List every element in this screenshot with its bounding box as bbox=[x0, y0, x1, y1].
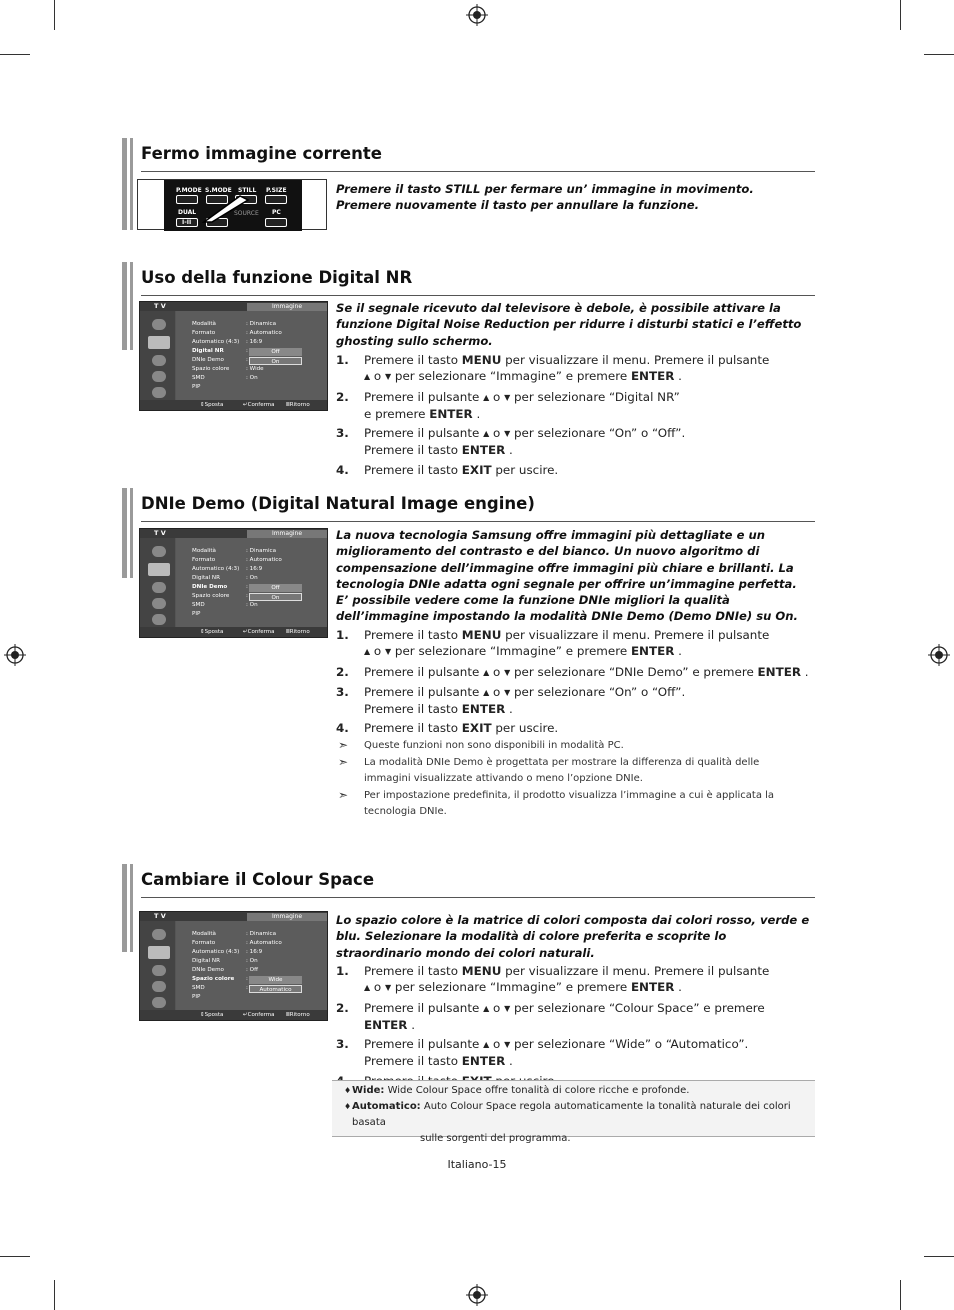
remote-button bbox=[176, 195, 198, 204]
section-header bbox=[122, 138, 815, 172]
crop-mark bbox=[54, 0, 55, 30]
section-title: Fermo immagine corrente bbox=[141, 144, 382, 163]
crop-mark bbox=[924, 1256, 954, 1257]
note-arrow-icon: ➣ bbox=[338, 788, 349, 802]
osd-menu-screen: T V Immagine Modalità : Dinamica Formato : Automatico Automatico (4:3) : 16:9 Digital NR : On DNIe Demo : Off Spazio colore : SMD : PIP Wide Automatico ⇕ Sposta ↵ Conferma Ⅲ Ritorno bbox=[139, 911, 328, 1021]
osd-channel-icon bbox=[152, 371, 166, 382]
osd-menu-screen: T V Immagine Modalità : Dinamica Formato : Automatico Automatico (4:3) : 16:9 Digital NR : On DNIe Demo : Spazio colore : SMD : On PIP Off On ⇕ Sposta ↵ Conferma Ⅲ Ritorno bbox=[139, 528, 328, 638]
diamond-bullet-icon: ♦ bbox=[344, 1102, 352, 1111]
down-arrow-icon: ▼ bbox=[504, 1003, 511, 1013]
up-arrow-icon: ▲ bbox=[483, 1040, 490, 1050]
section-title: DNIe Demo (Digital Natural Image engine) bbox=[141, 494, 535, 513]
remote-label: PC bbox=[272, 209, 281, 216]
osd-picture-icon bbox=[148, 563, 170, 576]
steps-list bbox=[336, 963, 811, 1092]
osd-tab: Immagine bbox=[247, 303, 327, 311]
up-arrow-icon: ▲ bbox=[483, 392, 490, 402]
step-item: 2. Premere il pulsante ▲ o ▼ per selezionare “DNIe Demo” e premere ENTER . bbox=[336, 664, 809, 679]
osd-setup-icon bbox=[152, 387, 166, 398]
step-item: 1. Premere il tasto MENU per visualizzare il menu. Premere il pulsante ▲ o ▼ per selezionare “Immagine” e premere ENTER . bbox=[336, 628, 770, 659]
registration-mark-icon bbox=[4, 644, 26, 666]
remote-label: P.SIZE bbox=[266, 187, 287, 194]
osd-footer: ⇕ Sposta ↵ Conferma Ⅲ Ritorno bbox=[140, 1010, 327, 1020]
osd-sound-icon bbox=[152, 965, 166, 976]
remote-button bbox=[265, 218, 287, 227]
down-arrow-icon: ▼ bbox=[504, 1040, 511, 1050]
step-item: 3. Premere il pulsante ▲ o ▼ per selezionare “On” o “Off”. Premere il tasto ENTER . bbox=[336, 426, 686, 458]
registration-mark-icon bbox=[928, 644, 950, 666]
step-item: 1. Premere il tasto MENU per visualizzare il menu. Premere il pulsante ▲ o ▼ per selezionare “Immagine” e premere ENTER . bbox=[336, 353, 770, 384]
crop-mark bbox=[0, 1256, 30, 1257]
note-item: ➣ La modalità DNIe Demo è progettata per mostrare la differenza di qualità delle immagini visualizzate attivando o meno l’opzione DNIe. bbox=[338, 755, 760, 784]
osd-option-wide: Wide bbox=[249, 976, 302, 984]
down-arrow-icon: ▼ bbox=[385, 983, 392, 993]
step-item: 1. Premere il tasto MENU per visualizzare il menu. Premere il pulsante ▲ o ▼ per selezionare “Immagine” e premere ENTER . bbox=[336, 964, 770, 995]
page-number: Italiano-15 bbox=[447, 1158, 507, 1171]
diamond-bullet-icon: ♦ bbox=[344, 1086, 352, 1095]
crop-mark bbox=[900, 0, 901, 30]
note-item: ➣ Queste funzioni non sono disponibili in modalità PC. bbox=[338, 738, 624, 752]
osd-tab: Immagine bbox=[247, 530, 327, 538]
up-arrow-icon: ▲ bbox=[483, 687, 490, 697]
osd-option-off: Off bbox=[249, 348, 302, 356]
osd-footer: ⇕ Sposta ↵ Conferma Ⅲ Ritorno bbox=[140, 627, 327, 637]
note-arrow-icon: ➣ bbox=[338, 738, 349, 752]
step-item: 2. Premere il pulsante ▲ o ▼ per selezionare “Digital NR” e premere ENTER . bbox=[336, 389, 680, 421]
remote-label: I-II bbox=[182, 219, 192, 226]
registration-mark-icon bbox=[466, 4, 488, 26]
crop-mark bbox=[0, 54, 30, 55]
definition-item: ♦ Automatico: Auto Colour Space regola automaticamente la tonalità naturale dei colori basata bbox=[344, 1101, 791, 1128]
down-arrow-icon: ▼ bbox=[504, 687, 511, 697]
osd-picture-icon bbox=[148, 336, 170, 349]
steps-list bbox=[336, 627, 811, 740]
step-item: 3. Premere il pulsante ▲ o ▼ per selezionare “Wide” o “Automatico”. Premere il tasto ENTER . bbox=[336, 1037, 749, 1069]
remote-button bbox=[265, 195, 287, 204]
up-arrow-icon: ▲ bbox=[364, 372, 371, 382]
note-arrow-icon: ➣ bbox=[338, 755, 349, 769]
remote-label: SOURCE bbox=[234, 210, 259, 217]
osd-option-on: On bbox=[249, 593, 302, 601]
section-intro: La nuova tecnologia Samsung offre immagini più dettagliate e un miglioramento del contrasto e del bianco. Un nuovo algoritmo di compensazione dell’immagine offre immagini più chiare e brillanti. La tecnologia DNIe adatta ogni segnale per offrire un’immagine perfetta. E’ possibile vedere come la funzione DNIe migliori la qualità dell’immagine impostando la modalità DNIe Demo (Demo DNIe) su On. bbox=[336, 528, 798, 624]
section-title: Uso della funzione Digital NR bbox=[141, 268, 413, 287]
osd-sound-icon bbox=[152, 582, 166, 593]
osd-option-on: On bbox=[249, 357, 302, 365]
osd-menu-screen: T V Immagine Modalità : Dinamica Formato : Automatico Automatico (4:3) : 16:9 Digital NR : DNIe Demo : Spazio colore : Wide SMD : On PIP Off On ⇕ Sposta ↵ Conferma Ⅲ Ritorno bbox=[139, 301, 328, 411]
notes-list bbox=[338, 738, 808, 821]
remote-label: P.MODE bbox=[176, 187, 202, 194]
step-item: 3. Premere il pulsante ▲ o ▼ per selezionare “On” o “Off”. Premere il tasto ENTER . bbox=[336, 684, 686, 717]
osd-sound-icon bbox=[152, 355, 166, 366]
down-arrow-icon: ▼ bbox=[385, 372, 392, 382]
osd-option-automatico: Automatico bbox=[249, 985, 302, 993]
definition-item: ♦ Wide: Wide Colour Space offre tonalità di colore ricche e profonde. bbox=[344, 1083, 815, 1099]
remote-label: DUAL bbox=[178, 209, 197, 216]
osd-tab: Immagine bbox=[247, 913, 327, 921]
step-item: 4. Premere il tasto EXIT per uscire. bbox=[336, 462, 559, 477]
up-arrow-icon: ▲ bbox=[483, 667, 490, 677]
down-arrow-icon: ▼ bbox=[504, 429, 511, 439]
definition-continuation: sulle sorgenti del programma. bbox=[420, 1133, 571, 1144]
section-header bbox=[122, 262, 815, 296]
osd-channel-icon bbox=[152, 598, 166, 609]
osd-picture-icon bbox=[148, 946, 170, 959]
osd-footer: ⇕ Sposta ↵ Conferma Ⅲ Ritorno bbox=[140, 400, 327, 410]
section-intro: Lo spazio colore è la matrice di colori composta dai colori rosso, verde e blu. Selezionare la modalità di colore preferita e scoprite lo straordinario mondo dei colori naturali. bbox=[336, 913, 810, 960]
steps-list bbox=[336, 352, 811, 481]
note-item: ➣ Per impostazione predefinita, il prodotto visualizza l’immagine a cui è applicata la tecnologia DNIe. bbox=[338, 788, 775, 817]
section-title: Cambiare il Colour Space bbox=[141, 870, 375, 889]
section-header bbox=[122, 864, 815, 898]
osd-input-icon bbox=[152, 319, 166, 330]
up-arrow-icon: ▲ bbox=[364, 647, 371, 657]
crop-mark bbox=[54, 1280, 55, 1310]
step-item: 4. Premere il tasto EXIT per uscire. bbox=[336, 721, 559, 736]
up-arrow-icon: ▲ bbox=[483, 1003, 490, 1013]
osd-option-off: Off bbox=[249, 584, 302, 592]
remote-label: STILL bbox=[238, 187, 257, 194]
crop-mark bbox=[900, 1280, 901, 1310]
remote-control-illustration bbox=[137, 179, 327, 230]
section-header bbox=[122, 488, 815, 522]
step-item: 2. Premere il pulsante ▲ o ▼ per selezionare “Colour Space” e premere ENTER . bbox=[336, 1000, 765, 1032]
up-arrow-icon: ▲ bbox=[483, 429, 490, 439]
registration-mark-icon bbox=[466, 1284, 488, 1306]
down-arrow-icon: ▼ bbox=[385, 647, 392, 657]
pointer-arrow-icon bbox=[198, 194, 258, 224]
osd-setup-icon bbox=[152, 614, 166, 625]
osd-input-icon bbox=[152, 546, 166, 557]
remote-label: S.MODE bbox=[205, 187, 232, 194]
osd-setup-icon bbox=[152, 997, 166, 1008]
section-intro: Se il segnale ricevuto dal televisore è debole, è possibile attivare la funzione Digital Noise Reduction per ridurre i disturbi statici e l’effetto ghosting sullo schermo. bbox=[336, 301, 802, 348]
down-arrow-icon: ▼ bbox=[504, 667, 511, 677]
definitions-box bbox=[332, 1080, 815, 1144]
osd-channel-icon bbox=[152, 981, 166, 992]
osd-input-icon bbox=[152, 929, 166, 940]
down-arrow-icon: ▼ bbox=[504, 392, 511, 402]
section-intro: Premere il tasto STILL per fermare un’ immagine in movimento. Premere nuovamente il tasto per annullare la funzione. bbox=[336, 182, 754, 213]
crop-mark bbox=[924, 54, 954, 55]
up-arrow-icon: ▲ bbox=[364, 983, 371, 993]
